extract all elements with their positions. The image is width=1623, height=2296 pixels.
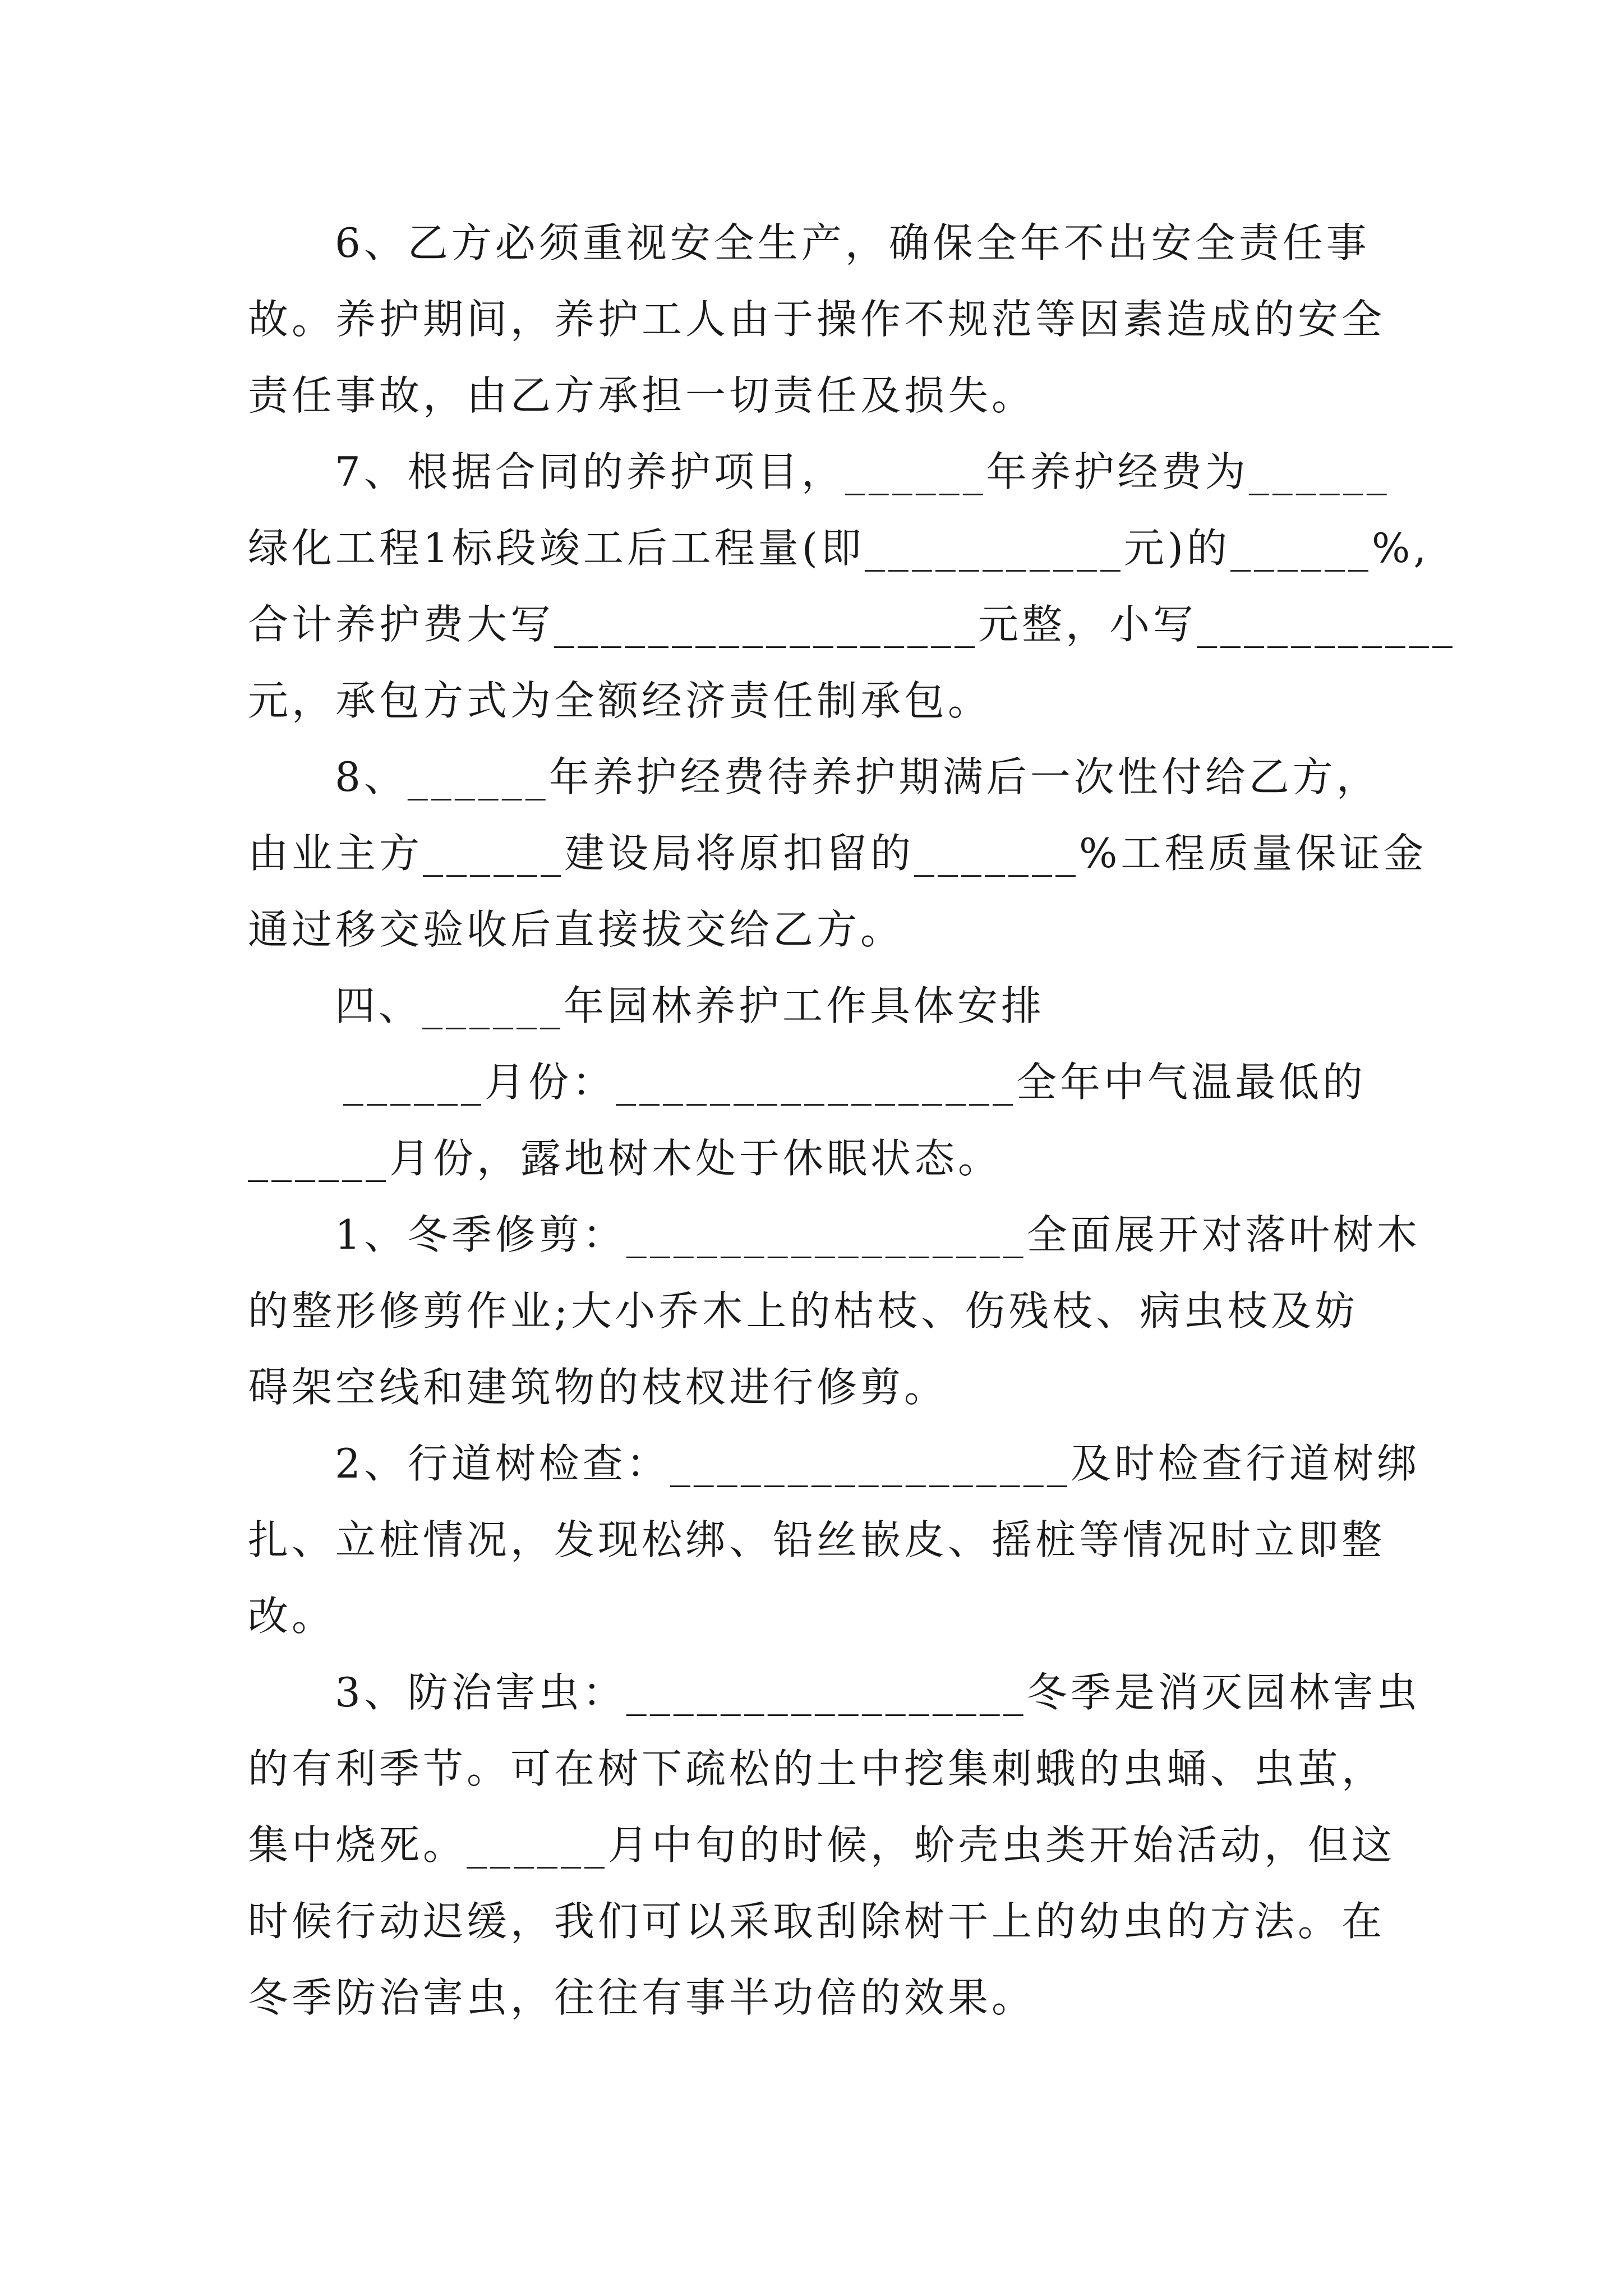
text-line: ______月份，露地树木处于休眠状态。 bbox=[248, 1135, 1002, 1182]
text-line: 由业主方______建设局将原扣留的_______%工程质量保证金 bbox=[248, 830, 1427, 877]
text-line: 元，承包方式为全额经济责任制承包。 bbox=[248, 677, 992, 724]
text-line: 故。养护期间，养护工人由于操作不规范等因素造成的安全 bbox=[248, 296, 1386, 343]
text-line: 时候行动迟缓，我们可以采取刮除树干上的幼虫的方法。在 bbox=[248, 1898, 1386, 1945]
text-line: 2、行道树检查：_________________及时检查行道树绑 bbox=[335, 1440, 1421, 1487]
text-line: 6、乙方必须重视安全生产，确保全年不出安全责任事 bbox=[335, 219, 1370, 266]
text-line: 的有利季节。可在树下疏松的土中挖集刺蛾的虫蛹、虫茧， bbox=[248, 1745, 1386, 1792]
text-line: 集中烧死。______月中旬的时候，蚧壳虫类开始活动，但这 bbox=[248, 1821, 1396, 1869]
text-line: 碍架空线和建筑物的枝杈进行修剪。 bbox=[248, 1364, 948, 1411]
text-line: 7、根据合同的养护项目，______年养护经费为______ bbox=[335, 448, 1390, 495]
section-heading: 四、______年园林养护工作具体安排 bbox=[335, 982, 1045, 1029]
text-line: 3、防治害虫：_________________冬季是消灭园林害虫 bbox=[335, 1669, 1421, 1716]
text-line: 扎、立桩情况，发现松绑、铅丝嵌皮、摇桩等情况时立即整 bbox=[248, 1516, 1386, 1563]
text-line: 改。 bbox=[248, 1593, 336, 1640]
text-line: 冬季防治害虫，往往有事半功倍的效果。 bbox=[248, 1974, 1036, 2021]
text-line: ______月份：_________________全年中气温最低的 bbox=[343, 1059, 1367, 1106]
text-line: 1、冬季修剪：_________________全面展开对落叶树木 bbox=[335, 1211, 1421, 1258]
text-line: 合计养护费大写__________________元整，小写___________ bbox=[248, 601, 1456, 648]
text-line: 通过移交验收后直接拔交给乙方。 bbox=[248, 906, 905, 953]
text-line: 8、______年养护经费待养护期满后一次性付给乙方， bbox=[335, 753, 1380, 800]
text-line: 责任事故，由乙方承担一切责任及损失。 bbox=[248, 372, 1036, 419]
text-line: 的整形修剪作业;大小乔木上的枯枝、伤残枝、病虫枝及妨 bbox=[248, 1287, 1359, 1335]
text-line: 绿化工程1标段竣工后工程量(即___________元)的______%, bbox=[248, 524, 1430, 572]
